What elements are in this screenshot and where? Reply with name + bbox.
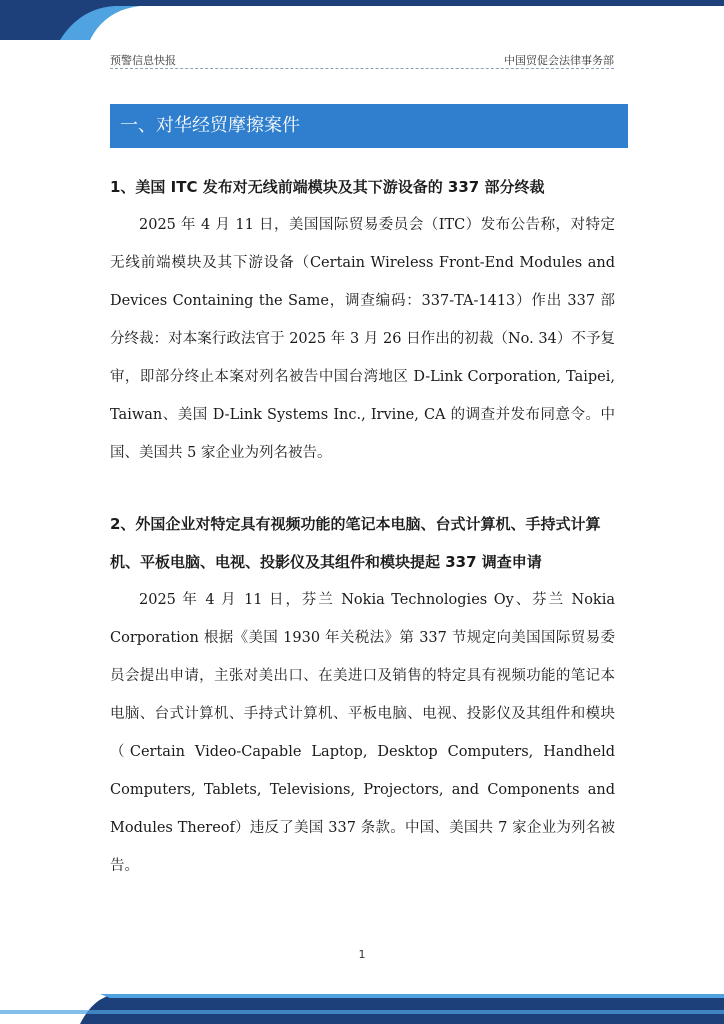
article-body: 2025 年 4 月 11 日，美国国际贸易委员会（ITC）发布公告称，对特定无线前端模块及其下游设备（Certain Wireless Front-End Modules and Devices Containing the Same，调查编码：337-TA-1413）作出 337 部分终裁：对本案行政法官于 2025 年 3 月 26 日作出的初裁（No. 34）不予复审，即部分终止本案对列名被告中国台湾地区 D-Link Corporation, Taipei, Taiwan、美国 D-Link Systems Inc., Irvine, CA 的调查并发布同意令。中国、美国共 5 家企业为列名被告。 — [110, 217, 615, 461]
article-body: 2025 年 4 月 11 日，芬兰 Nokia Technologies Oy、芬兰 Nokia Corporation 根据《美国 1930 年关税法》第 337 节规定向美国国际贸易委员会提出申请，主张对美出口、在美进口及销售的特定具有视频功能的笔记本电脑、台式计算机、手持式计算机、平板电脑、电视、投影仪及其组件和模块（Certain Video-Capable Laptop, Desktop Computers, Handheld Computers, Tablets, Televisions, Projectors, and Components and Modules Thereof）违反了美国 337 条款。中国、美国共 7 家企业为列名被告。 — [110, 592, 615, 874]
article-heading: 1、美国 ITC 发布对无线前端模块及其下游设备的 337 部分终裁 — [110, 178, 545, 196]
article-1 — [110, 168, 615, 472]
header-divider — [110, 68, 614, 69]
page-number: 1 — [358, 948, 366, 961]
header-left-title: 预警信息快报 — [110, 54, 176, 67]
article-2 — [110, 505, 615, 885]
header-right-title: 中国贸促会法律事务部 — [504, 54, 614, 67]
footer-decoration — [0, 984, 724, 1024]
article-heading: 2、外国企业对特定具有视频功能的笔记本电脑、台式计算机、手持式计算机、平板电脑、电视、投影仪及其组件和模块提起 337 调查申请 — [110, 515, 601, 571]
header-decoration — [0, 0, 724, 40]
section-banner: 一、对华经贸摩擦案件 — [110, 104, 628, 148]
